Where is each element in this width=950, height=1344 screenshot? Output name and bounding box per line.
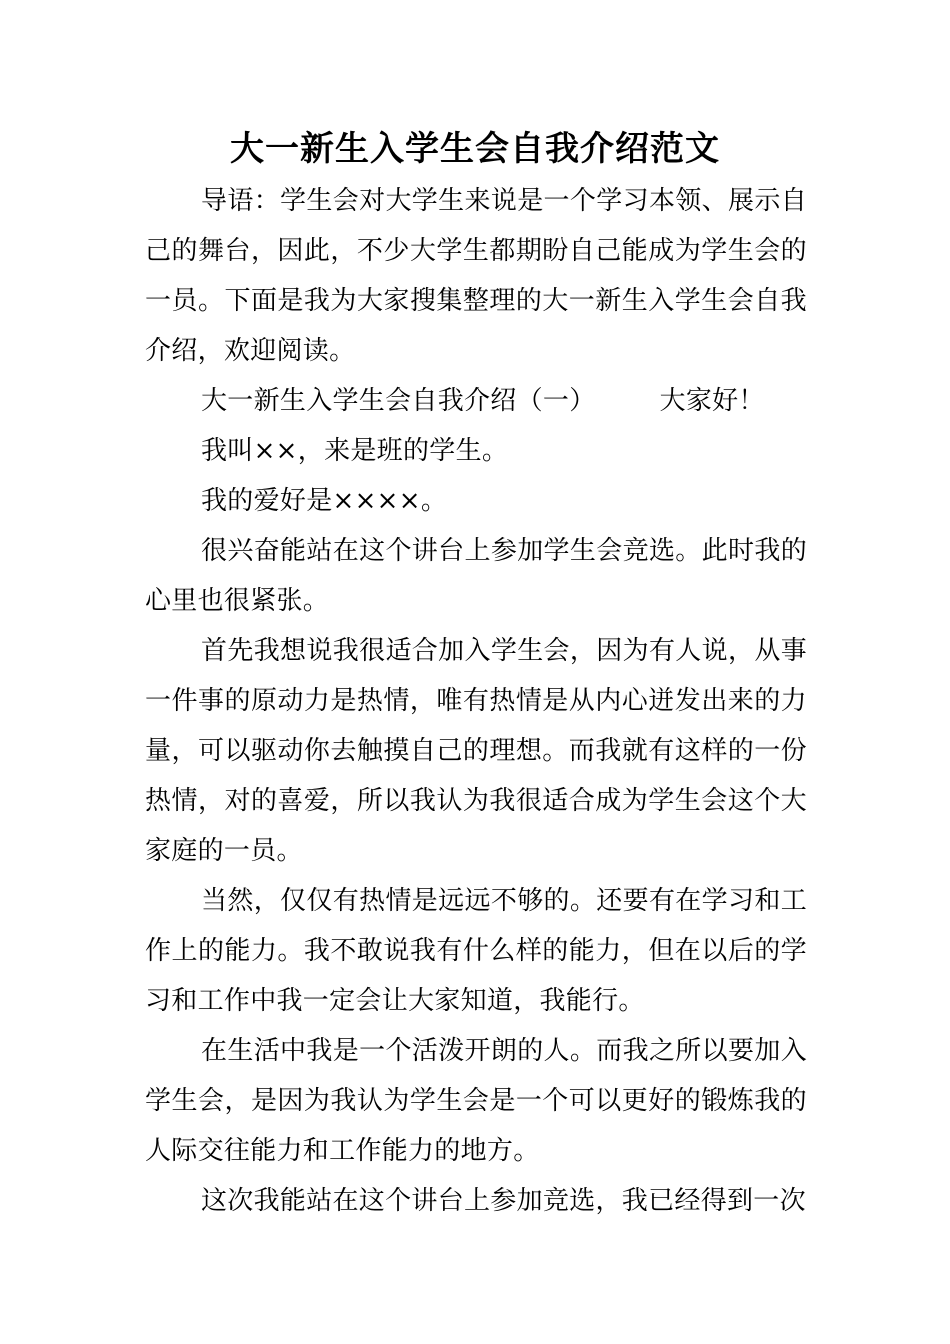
name-line: 我叫××，来是班的学生。: [201, 436, 509, 466]
paragraph-1: 很兴奋能站在这个讲台上参加学生会竞选。此时我的心里也很紧张。: [145, 536, 807, 616]
intro-paragraph: 导语：学生会对大学生来说是一个学习本领、展示自己的舞台，因此，不少大学生都期盼自己能成为学生会的一员。下面是我为大家搜集整理的大一新生入学生会自我介绍，欢迎阅读。: [145, 186, 807, 366]
document-title: 大一新生入学生会自我介绍范文: [230, 129, 720, 169]
paragraph-2: 首先我想说我很适合加入学生会，因为有人说，从事一件事的原动力是热情，唯有热情是从内心迸发出来的力量，可以驱动你去触摸自己的理想。而我就有这样的一份热情，对的喜爱，所以我认为我很适合成为学生会这个大家庭的一员。: [145, 636, 807, 866]
document-body: [145, 176, 807, 1226]
paragraph-5: 这次我能站在这个讲台上参加竞选，我已经得到一次: [201, 1186, 806, 1216]
paragraph-4: 在生活中我是一个活泼开朗的人。而我之所以要加入学生会，是因为我认为学生会是一个可以更好的锻炼我的人际交往能力和工作能力的地方。: [145, 1036, 807, 1166]
section-heading: 大一新生入学生会自我介绍（一）: [201, 386, 596, 416]
section-heading-line: [145, 376, 807, 426]
paragraph-3: 当然，仅仅有热情是远远不够的。还要有在学习和工作上的能力。我不敢说我有什么样的能力，但在以后的学习和工作中我一定会让大家知道，我能行。: [145, 886, 807, 1016]
greeting-text: 大家好！: [659, 386, 765, 416]
hobby-line: 我的爱好是××××。: [201, 486, 448, 516]
